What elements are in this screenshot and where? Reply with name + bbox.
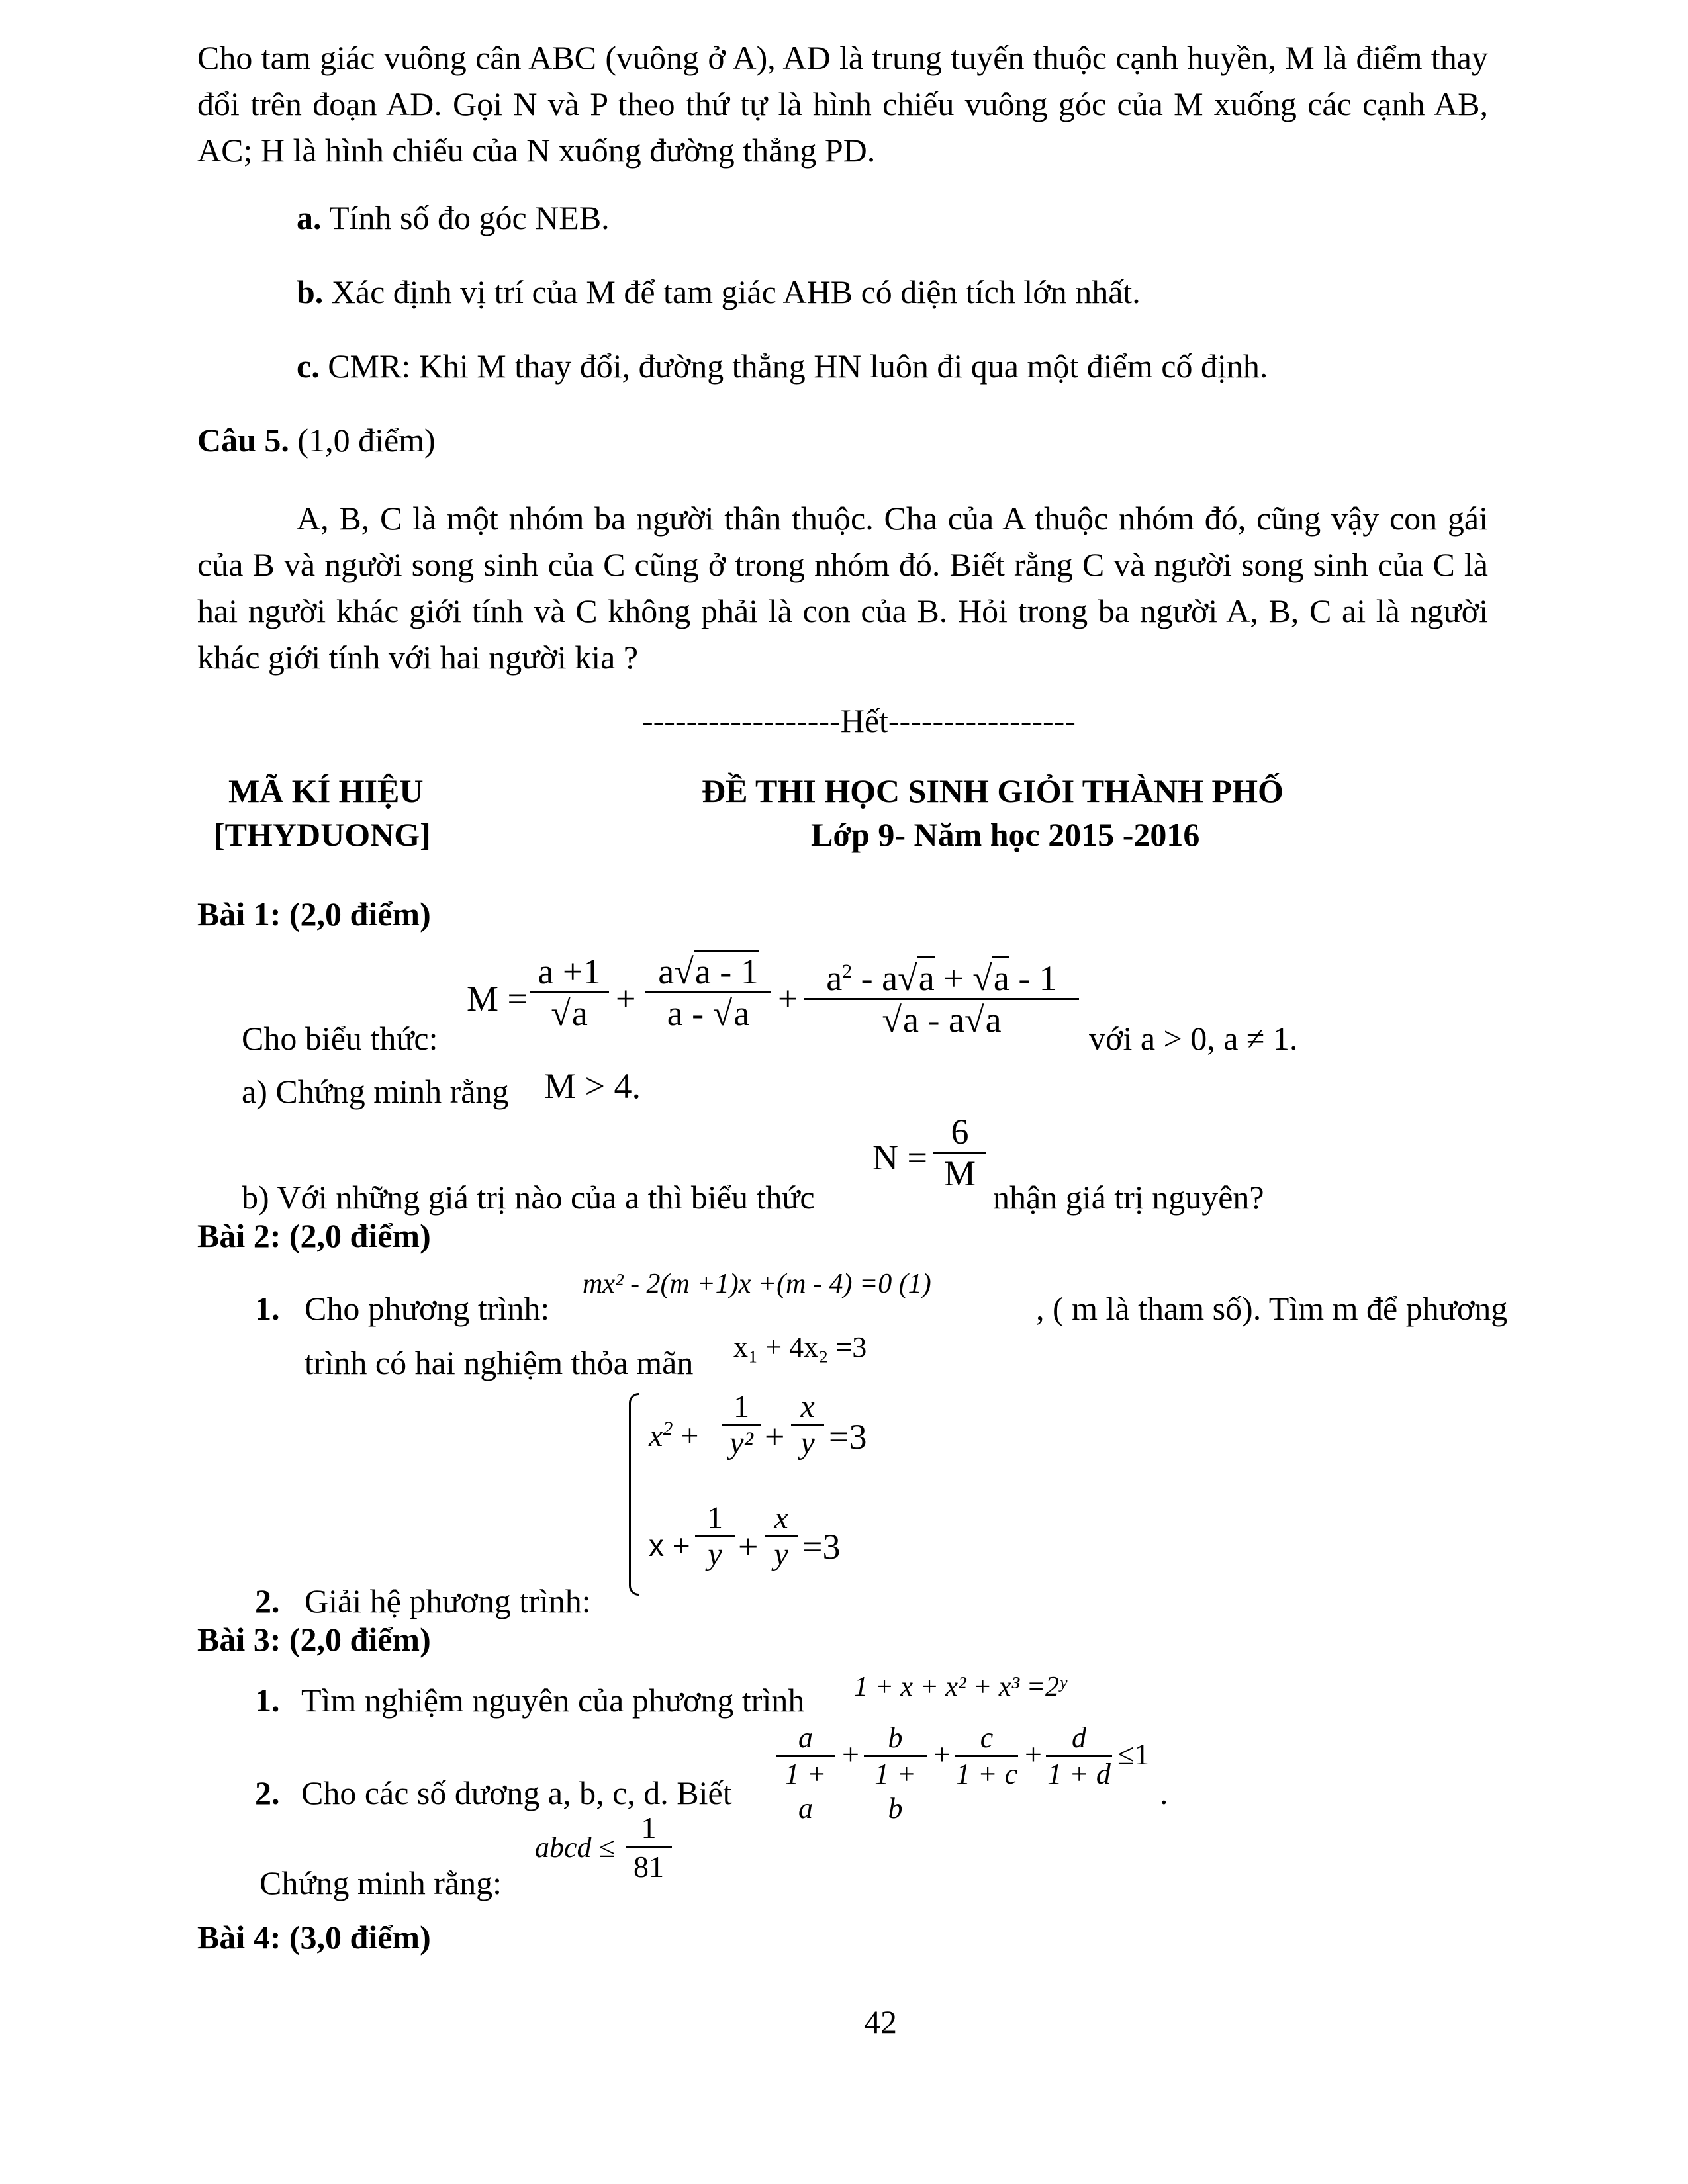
- plus-1: +: [616, 979, 636, 1019]
- condition: với a > 0, a ≠ 1.: [1089, 1020, 1298, 1057]
- sys1-frac1: $\frac{1}{\text{y²}}$: [722, 1390, 761, 1461]
- fraction-2-den: a - √a: [645, 993, 771, 1033]
- bai2-item2-text: Giải hệ phương trình:: [305, 1582, 591, 1619]
- fraction-1-num: a +1: [530, 952, 609, 993]
- part-a-text: Tính số đo góc NEB.: [321, 199, 610, 236]
- bai3-item2-text: Cho các số dương a, b, c, d. Biết: [301, 1774, 732, 1811]
- code-label: MÃ KÍ HIỆU: [228, 772, 424, 809]
- end-marker: ------------------Hết-----------------: [642, 702, 1076, 739]
- part-c-text: CMR: Khi M thay đổi, đường thẳng HN luôn đi qua một điểm cố định.: [319, 347, 1268, 385]
- fraction-1-den-radicand: a: [571, 991, 588, 1033]
- exam-subtitle: Lớp 9- Năm học 2015 -2016: [811, 816, 1200, 853]
- bai4-title: Bài 4: (3,0 điểm): [197, 1919, 431, 1956]
- system-brace: [629, 1393, 639, 1596]
- m-equals: M =: [467, 979, 528, 1019]
- one-over-81: $\frac{1}{81}$: [626, 1809, 672, 1886]
- bai3-frac-a: $\frac{a}{1 + a}$: [776, 1721, 835, 1826]
- bai1-title: Bài 1: (2,0 điểm): [197, 895, 431, 933]
- prove-label: Chứng minh rằng:: [259, 1864, 502, 1901]
- page-number: 42: [864, 2003, 897, 2040]
- bai3-equation: 1 + x + x² + x³ =2ʸ: [854, 1672, 1066, 1702]
- cau5-label: Câu 5.: [197, 422, 289, 459]
- n-fraction-num: 6: [933, 1112, 986, 1154]
- bai2-item1-line2: trình có hai nghiệm thỏa mãn: [305, 1344, 694, 1381]
- part-c-label: c.: [297, 347, 320, 385]
- part-a-label: a.: [297, 199, 322, 236]
- bai3-dot: .: [1160, 1774, 1168, 1811]
- cau5-points: (1,0 điểm): [289, 422, 436, 459]
- part-b: [297, 273, 1141, 311]
- intro-paragraph: Cho tam giác vuông cân ABC (vuông ở A), AD là trung tuyến thuộc cạnh huyền, M là điểm thay đổi trên đoạn AD. Gọi N và P theo thứ tự là hình chiếu vuông góc của M xuống các cạnh AB, AC; H là hình chiếu của N xuống đường thẳng PD.: [197, 39, 1488, 169]
- bai3-frac-b: $\frac{b}{1 + b}$: [864, 1721, 927, 1826]
- plus-2: +: [778, 979, 798, 1019]
- bai3-plus-1: +: [842, 1737, 859, 1771]
- abcd-le: abcd ≤: [535, 1831, 615, 1864]
- part-b-label: b.: [297, 273, 324, 310]
- n-fraction-den: M: [943, 1154, 976, 1193]
- part-c: [297, 347, 1268, 385]
- fraction-3-den: √a - a√a: [804, 1000, 1079, 1040]
- question-b-end: nhận giá trị nguyên?: [993, 1179, 1264, 1216]
- fraction-2: [645, 952, 771, 1033]
- bai3-item1-number: 1.: [255, 1682, 280, 1719]
- fraction-3-num: $a^2 - a√a + √a - 1$: [804, 952, 1079, 1000]
- fraction-1-den: √a: [530, 993, 609, 1033]
- sys2-frac2: $\frac{x}{y}$: [765, 1501, 798, 1572]
- bai3-frac-d: $\frac{d}{1 + d}$: [1046, 1721, 1112, 1792]
- sys1-frac2: $\frac{x}{y}$: [791, 1390, 824, 1461]
- cau5-paragraph: A, B, C là một nhóm ba người thân thuộc. Cha của A thuộc nhóm đó, cũng vậy con gái của B và người song sinh của C cũng ở trong nhóm đó. Biết rằng C và người song sinh của C là hai người khác giới tính và C không phải là con của B. Hỏi trong ba người A, B, C ai là người khác giới tính với hai người kia ?: [197, 500, 1488, 676]
- bai2-equation: mx² - 2(m +1)x +(m - 4) =0 (1): [583, 1269, 931, 1299]
- sys2-frac1: $\frac{1}{y}$: [695, 1501, 735, 1572]
- sys2-x: x +: [649, 1528, 690, 1563]
- bai3-le: ≤1: [1117, 1737, 1150, 1771]
- bai3-plus-2: +: [933, 1737, 951, 1771]
- fraction-2-num: a√a - 1: [645, 952, 771, 993]
- bai2-item1-number: 1.: [255, 1290, 280, 1327]
- cau5-heading: [197, 421, 436, 459]
- exam-title: ĐỀ THI HỌC SINH GIỎI THÀNH PHỐ: [702, 772, 1284, 809]
- bai2-item1-text: Cho phương trình:: [305, 1290, 550, 1327]
- sys2-equals: =3: [802, 1527, 841, 1567]
- n-fraction: [933, 1112, 986, 1193]
- bai3-frac-c: $\frac{c}{1 + c}$: [955, 1721, 1018, 1790]
- bai2-title: Bài 2: (2,0 điểm): [197, 1217, 431, 1254]
- bai2-item1-tail: , ( m là tham số). Tìm m để phương: [1036, 1290, 1508, 1327]
- sys1-plus: +: [765, 1417, 785, 1457]
- bai3-item1-text: Tìm nghiệm nguyên của phương trình: [301, 1682, 805, 1719]
- code-value: [THYDUONG]: [214, 816, 431, 853]
- part-a: [297, 199, 610, 237]
- question-b: b) Với những giá trị nào của a thì biểu thức: [242, 1179, 815, 1216]
- bai2-condition: x₁ + 4x₂ =3: [733, 1331, 867, 1363]
- fraction-3: [804, 952, 1079, 1040]
- sys1-equals: =3: [829, 1417, 867, 1457]
- sys1-x: $x^2$ +: [649, 1418, 699, 1453]
- bai3-title: Bài 3: (2,0 điểm): [197, 1621, 431, 1658]
- bai3-item2-number: 2.: [255, 1774, 280, 1811]
- sys2-plus: +: [738, 1527, 759, 1567]
- bai3-plus-3: +: [1025, 1737, 1042, 1771]
- bai2-item2-number: 2.: [255, 1582, 280, 1619]
- question-a: a) Chứng minh rằng: [242, 1073, 509, 1110]
- n-equals: N =: [872, 1138, 927, 1177]
- question-a-expr: M > 4.: [544, 1066, 641, 1106]
- part-b-text: Xác định vị trí của M để tam giác AHB có diện tích lớn nhất.: [323, 273, 1141, 310]
- fraction-1: [530, 952, 609, 1033]
- cho-bieu-thuc: Cho biểu thức:: [242, 1020, 438, 1057]
